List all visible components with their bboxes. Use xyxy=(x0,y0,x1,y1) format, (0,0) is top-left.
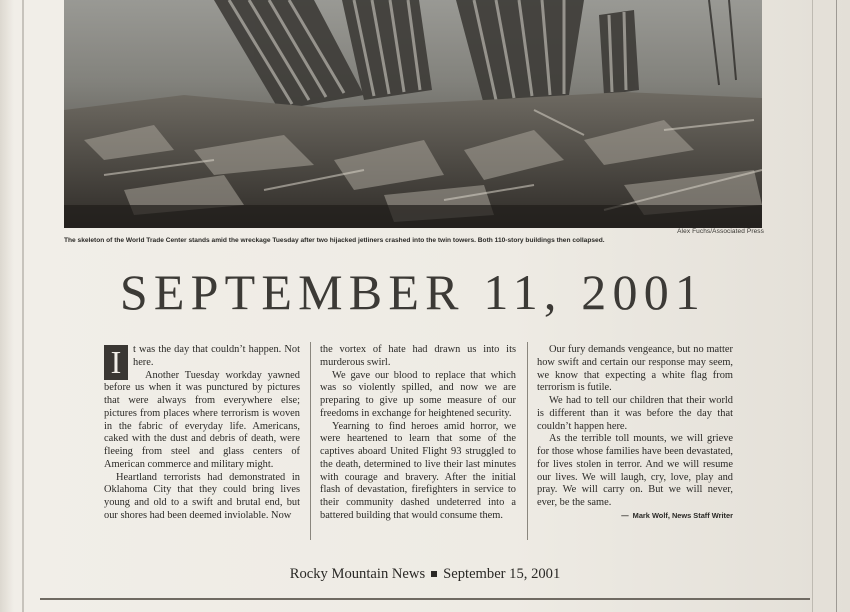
publication-date: September 15, 2001 xyxy=(443,566,561,582)
article-column-3 xyxy=(537,344,733,523)
page-edge-rule xyxy=(836,0,837,612)
column-divider xyxy=(527,342,528,540)
byline: — Mark Wolf, News Staff Writer xyxy=(621,510,733,520)
wtc-wreckage-photo xyxy=(64,0,762,228)
article-paragraph: Another Tuesday workday yawned before us when it was punctured by pictures that were always from everywhere else; pictures from places where terrorism is woven in the fabric of everyday life. Americans, caked with the dust and debris of death, were fleeing from steel and glass centers of American commerce and military might. xyxy=(104,369,300,470)
article-paragraph: Yearning to find heroes amid horror, we were heartened to learn that some of the captives aboard United Flight 93 struggled to the death, determined to live their last minutes with courage and bravery. After the initial flash of devastation, firefighters in service to their community dashed undeterred into a battered building that would consume them. xyxy=(320,420,516,521)
article-paragraph: We had to tell our children that their world is different than it was before the day that couldn’t happen here. xyxy=(537,395,733,432)
article-paragraph: Our fury demands vengeance, but no matter how swift and certain our response may seem, we know that expecting a white flag from terrorism is futile. xyxy=(537,344,733,394)
article-column-2 xyxy=(320,344,516,523)
article-paragraph: We gave our blood to replace that which was so violently spilled, and now we are preparing to give up some measure of our freedoms in exchange for heightened security. xyxy=(320,369,516,419)
article-paragraph: Heartland terrorists had demonstrated in Oklahoma City that they could bring lives young and old to a swift and brutal end, but our shores had been deemed inviolable. Now xyxy=(104,471,300,521)
page-footer xyxy=(0,566,850,583)
page-fold-left xyxy=(22,0,24,612)
headline: SEPTEMBER 11, 2001 xyxy=(119,264,707,320)
article-paragraph: I t was the day that couldn’t happen. Not here. xyxy=(104,344,300,370)
bottom-rule xyxy=(40,598,810,600)
article-paragraph: As the terrible toll mounts, we will grieve for those whose families have been devastated, for lives stolen in terror. And we will resume our lives. We will laugh, cry, love, play and pray. We will carry on. But we will never, ever, be the same. xyxy=(537,433,733,508)
newspaper-name: Rocky Mountain News xyxy=(289,566,426,582)
page-fold-right xyxy=(812,0,813,612)
article-paragraph: the vortex of hate had drawn us into its murderous swirl. xyxy=(320,344,516,368)
wreckage-illustration xyxy=(64,0,762,228)
photo-credit: Alex Fuchs/Associated Press xyxy=(677,228,764,235)
column-divider xyxy=(310,342,311,540)
drop-cap: I xyxy=(104,345,128,380)
square-bullet-icon xyxy=(431,571,437,577)
article-column-1 xyxy=(104,344,300,523)
photo-caption: The skeleton of the World Trade Center stands amid the wreckage Tuesday after two hijacked jetliners crashed into the twin towers. Both 110-story buildings then collapsed. xyxy=(64,237,605,244)
